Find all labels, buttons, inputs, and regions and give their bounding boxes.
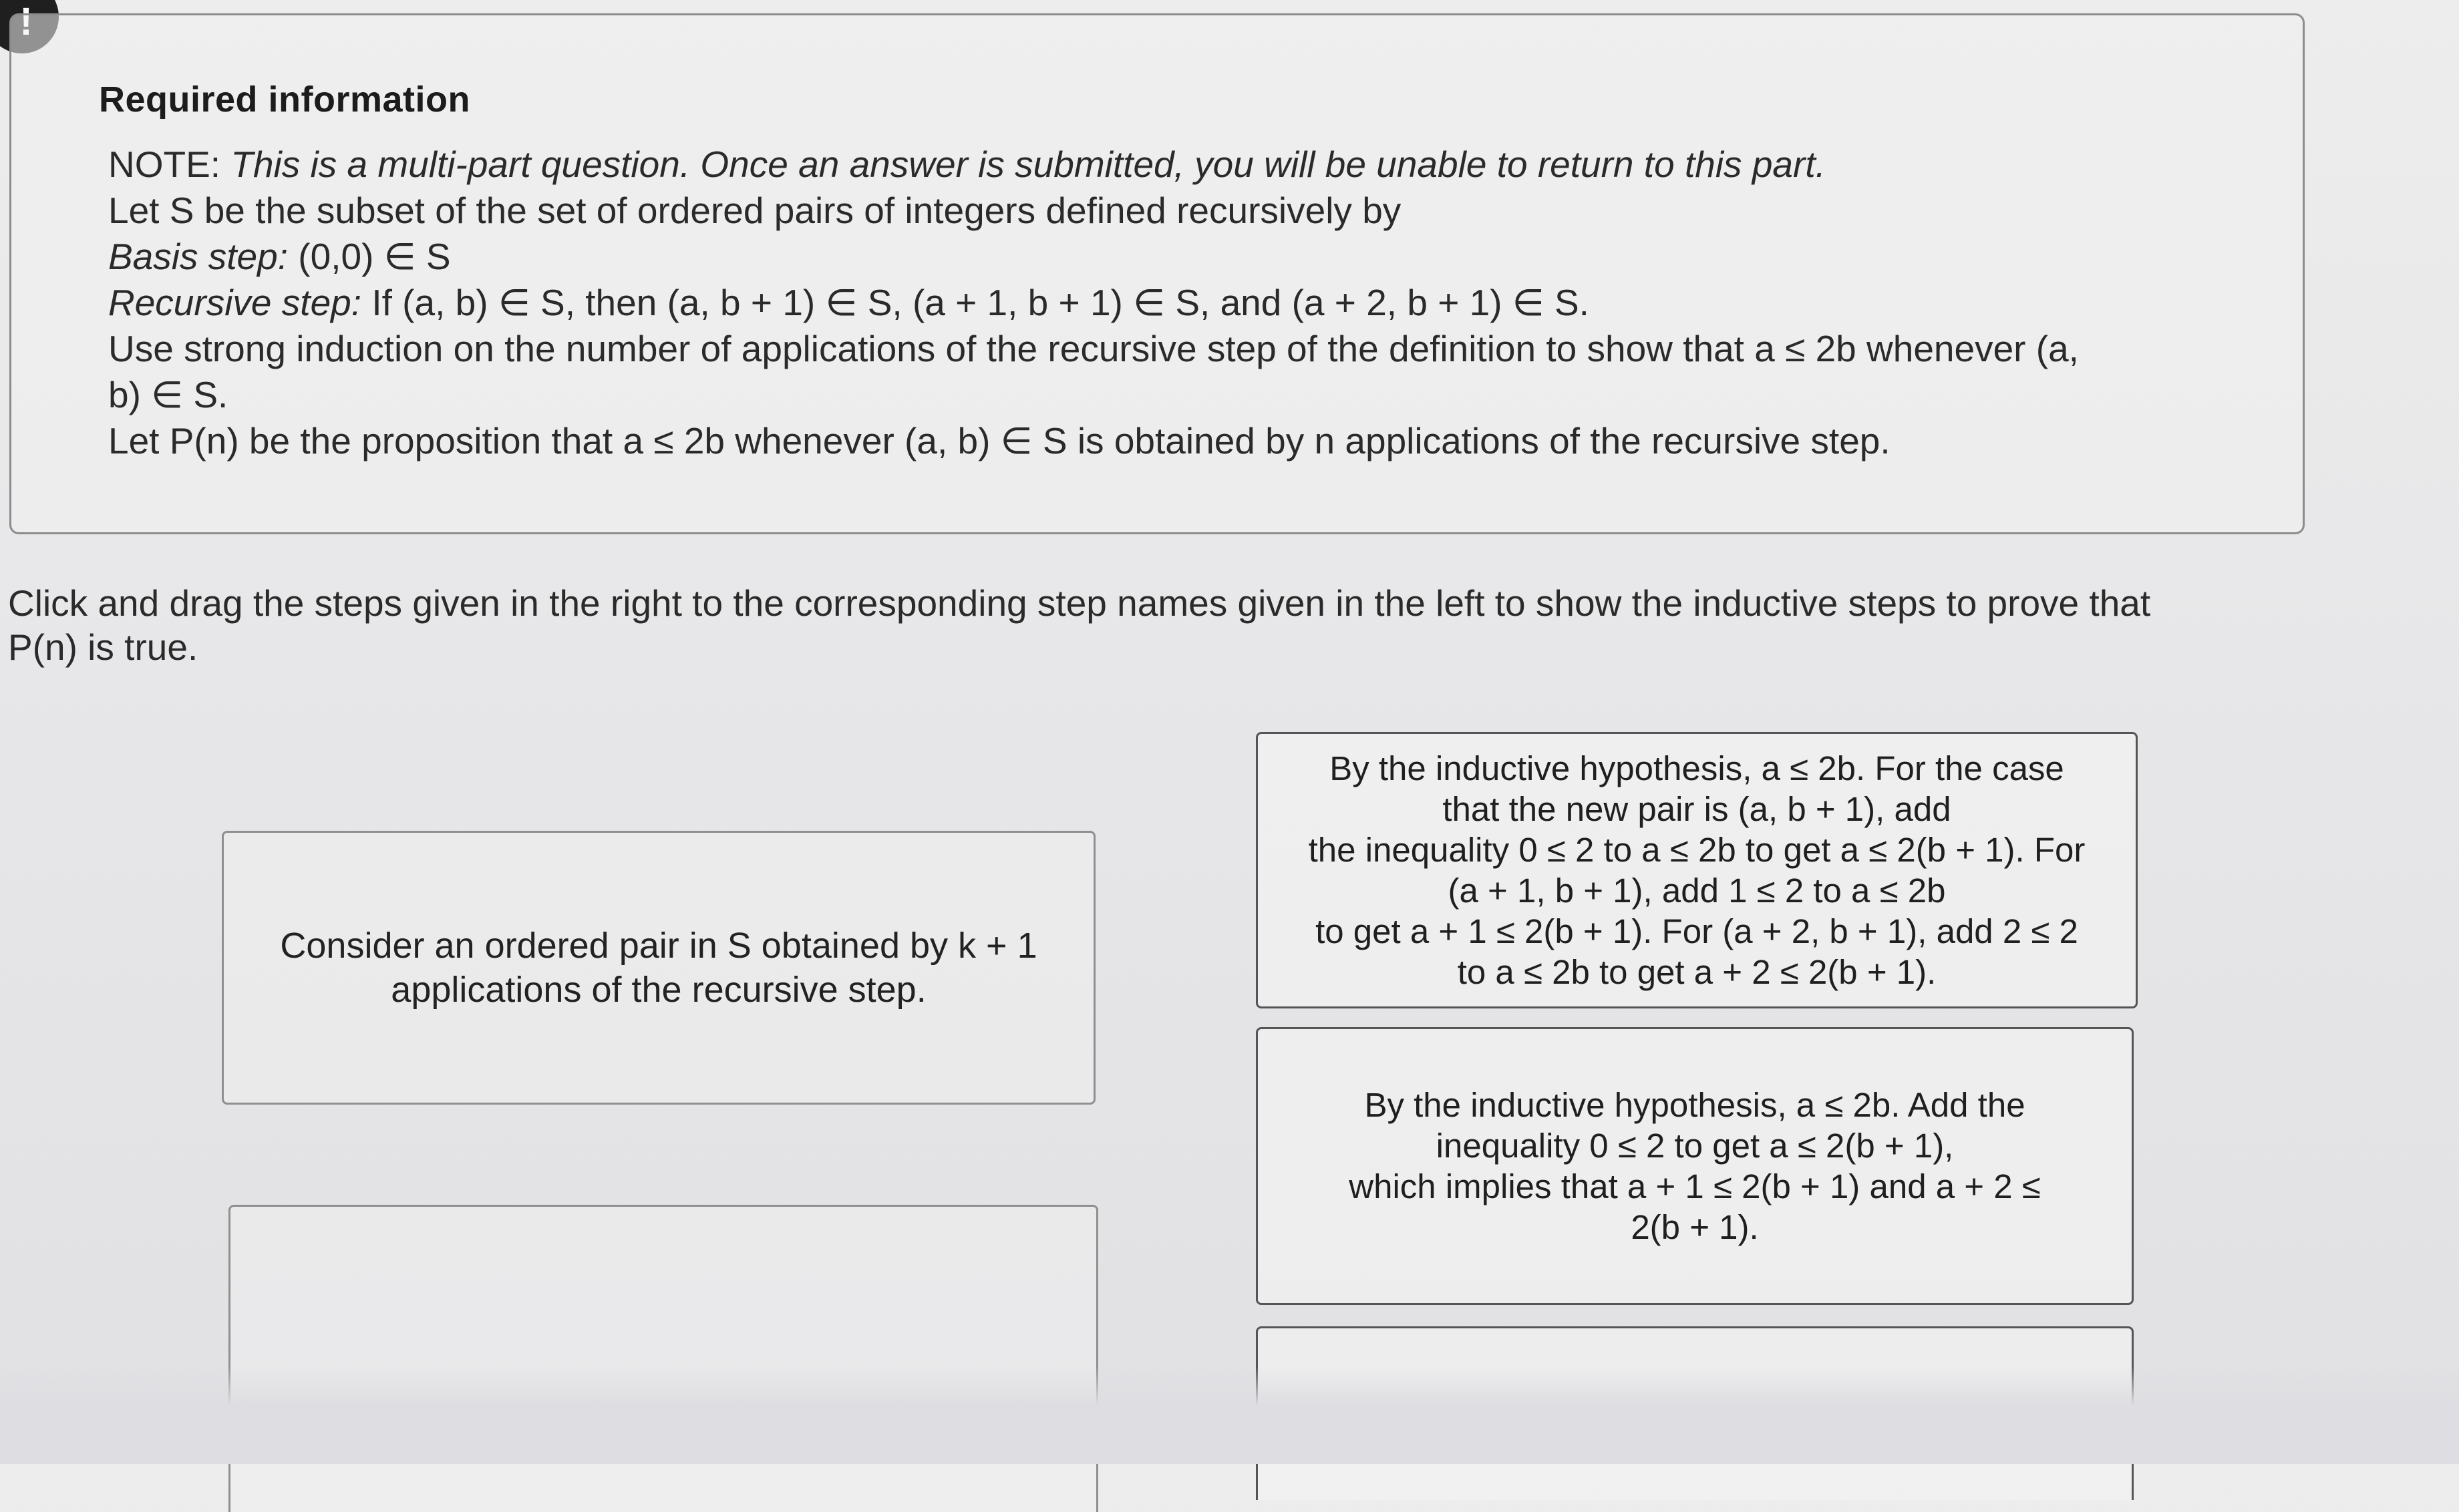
required-information-title: Required information (99, 79, 471, 120)
recursive-step-label: Recursive step: (108, 282, 372, 323)
card-1-line-3: the inequality 0 ≤ 2 to a ≤ 2b to get a ≤ 2(b + 1). For (1308, 831, 2086, 869)
step-name-text-1: Consider an ordered pair in S obtained by k + 1 applications of the recursive step. (280, 926, 1037, 1010)
card-1-line-1: By the inductive hypothesis, a ≤ 2b. For the case (1329, 749, 2064, 787)
card-2-line-2: inequality 0 ≤ 2 to get a ≤ 2(b + 1), (1436, 1127, 1954, 1165)
card-1-line-5: to get a + 1 ≤ 2(b + 1). For (a + 2, b + 1), add 2 ≤ 2 (1315, 912, 2078, 950)
bottom-edge-shadow (0, 1366, 2459, 1464)
card-2-text (1349, 1085, 2040, 1248)
instructions-line-1: Click and drag the steps given in the right to the corresponding step names given in the left to show the inductive steps to prove that (8, 582, 2151, 624)
induction-line-2: b) ∈ S. (108, 374, 228, 415)
step-name-slot-2[interactable] (228, 1205, 1098, 1512)
card-1-line-4: (a + 1, b + 1), add 1 ≤ 2 to a ≤ 2b (1448, 872, 1946, 910)
card-1-text (1309, 748, 2086, 992)
set-definition-line: Let S be the subset of the set of ordered pairs of integers defined recursively by (108, 190, 1402, 231)
proposition-line: Let P(n) be the proposition that a ≤ 2b whenever (a, b) ∈ S is obtained by n applications of the recursive step. (108, 420, 1891, 461)
note-line (108, 142, 2226, 188)
instructions (8, 581, 2293, 669)
basis-step-label: Basis step: (108, 236, 299, 277)
draggable-step-card-2[interactable] (1256, 1027, 2134, 1305)
recursive-step-line (108, 280, 2226, 326)
draggable-step-card-1[interactable] (1256, 732, 2138, 1008)
instructions-line-2: P(n) is true. (8, 626, 198, 668)
card-2-line-3: which implies that a + 1 ≤ 2(b + 1) and a + 2 ≤ (1349, 1167, 2041, 1205)
note-label: NOTE: (108, 144, 231, 185)
step-name-slot-1[interactable] (222, 831, 1096, 1105)
card-2-line-1: By the inductive hypothesis, a ≤ 2b. Add the (1364, 1086, 2025, 1124)
card-2-line-4: 2(b + 1). (1631, 1208, 1759, 1246)
recursive-step-text: If (a, b) ∈ S, then (a, b + 1) ∈ S, (a + 1, b + 1) ∈ S, and (a + 2, b + 1) ∈ S. (371, 282, 1589, 323)
question-statement (108, 142, 2226, 464)
card-1-line-6: to a ≤ 2b to get a + 2 ≤ 2(b + 1). (1457, 953, 1937, 991)
card-1-line-2: that the new pair is (a, b + 1), add (1442, 790, 1951, 828)
basis-step-text: (0,0) ∈ S (298, 236, 451, 277)
note-text: This is a multi-part question. Once an answer is submitted, you will be unable to return to this part. (230, 144, 1826, 185)
basis-step-line (108, 234, 2226, 280)
induction-line-1: Use strong induction on the number of applications of the recursive step of the definition to show that a ≤ 2b whenever (a, (108, 328, 2079, 369)
